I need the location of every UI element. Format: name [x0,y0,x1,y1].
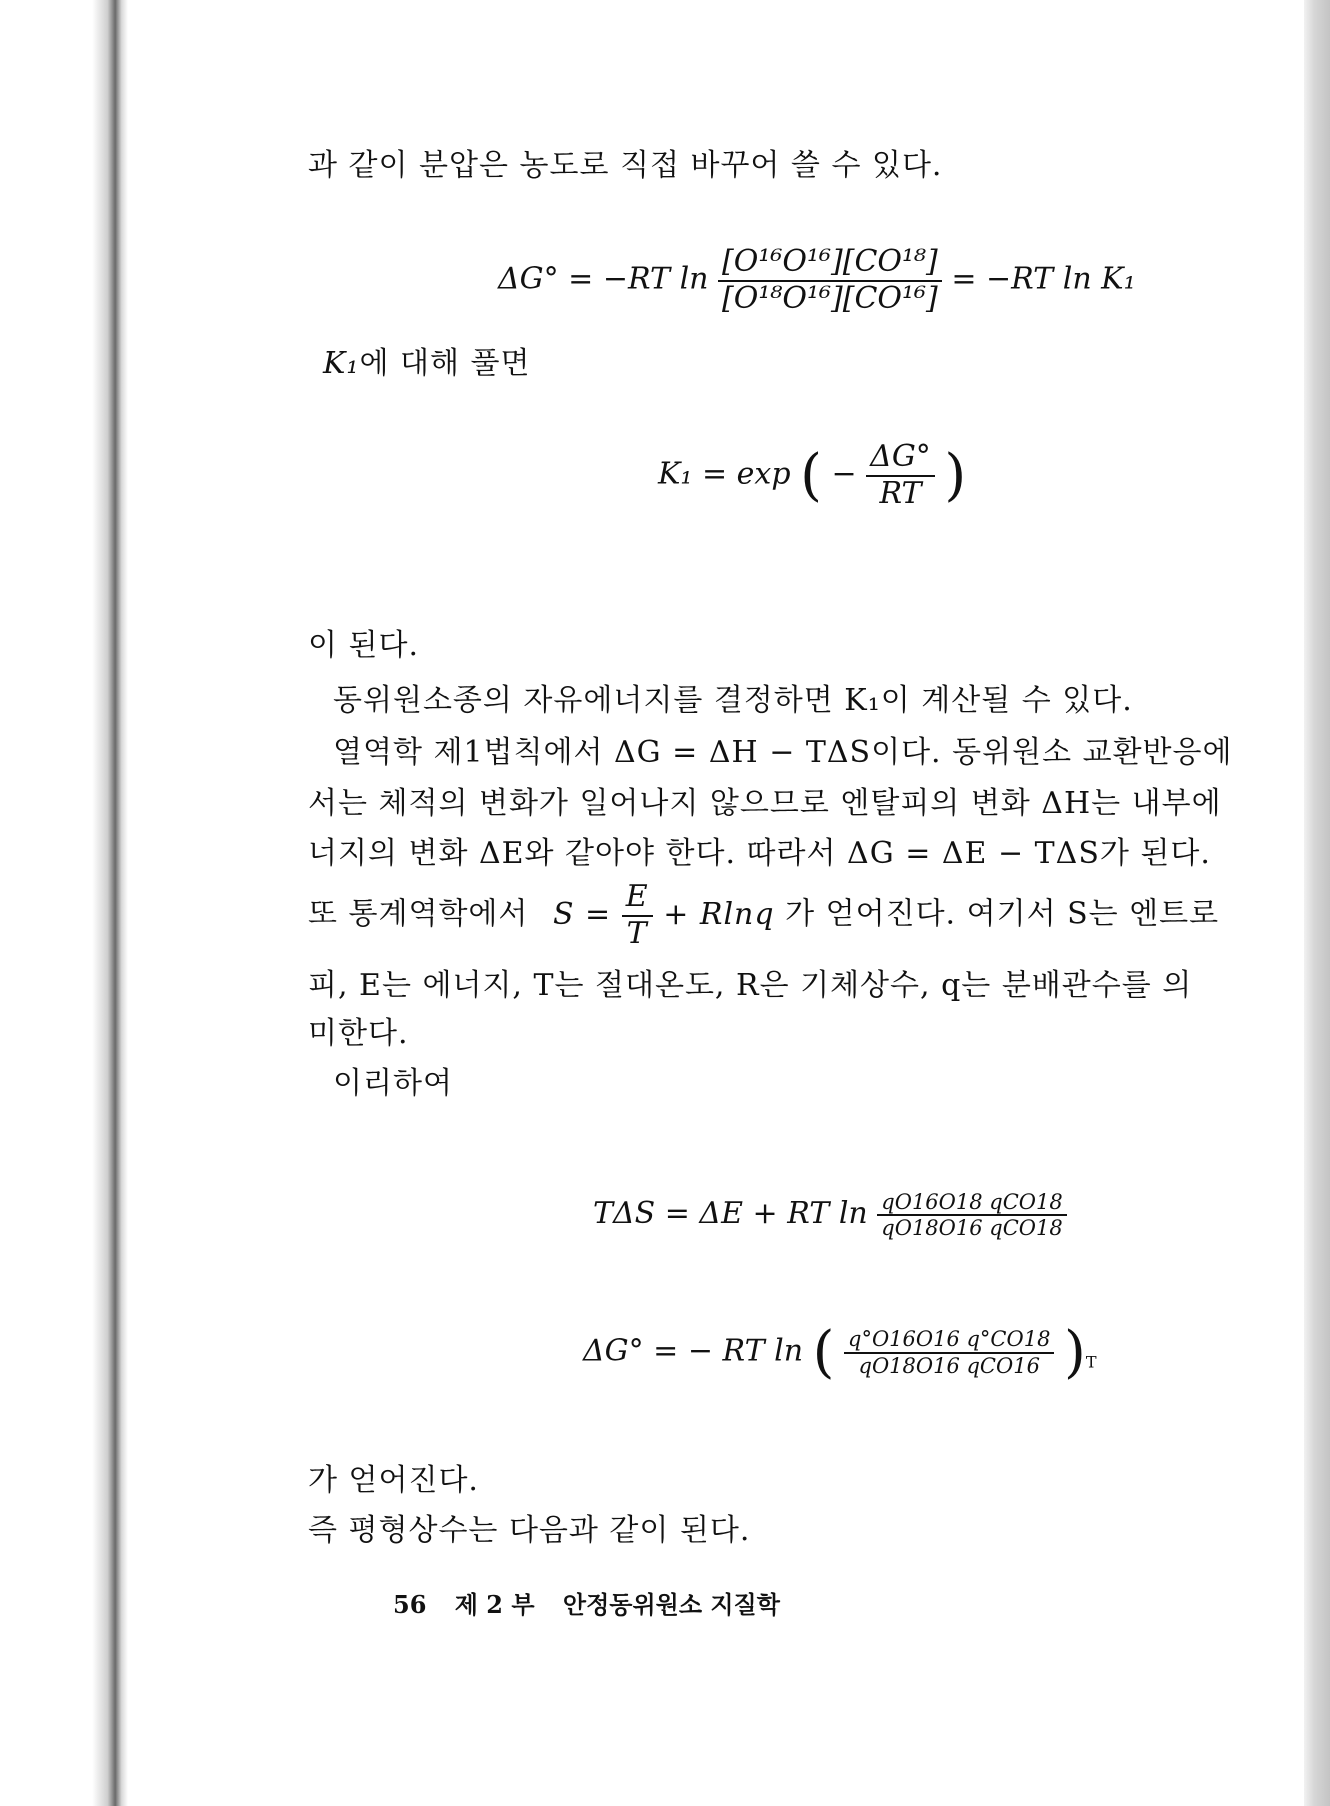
text-line-8-rest: 가 얻어진다. 여기서 S는 엔트로 [785,896,1220,932]
text-line-3: 이 된다. [308,628,420,663]
entropy-tail: + Rlnq [663,896,775,932]
eq1-fraction [718,245,942,316]
eq3-lhs: TΔS = ΔE + RT ln [593,1196,868,1232]
eq2-right-paren: ) [944,443,967,508]
eq3-fraction [877,1190,1066,1240]
equation-1 [498,245,1136,316]
page-footer [393,1585,780,1620]
page-number: 56 [393,1590,427,1619]
eq4-left-paren: ( [812,1320,835,1385]
eq3-denominator: qO18O16 qCO18 [881,1216,1063,1241]
eq4-lhs: ΔG° = − RT ln [583,1333,804,1369]
entropy-fraction [622,880,653,951]
eq2-left-paren: ( [800,443,822,508]
entropy-denominator: T [626,915,648,951]
entropy-lhs: S = [552,896,612,932]
eq4-right-paren: ) [1064,1320,1086,1385]
text-line-12: 가 얻어진다. [308,1463,479,1498]
eq4-fraction [844,1327,1054,1377]
book-spine-shadow [0,0,128,1806]
entropy-equation [552,879,785,951]
footer-part: 제 2 부 [454,1590,535,1619]
text-line-4: 동위원소종의 자유에너지를 결정하면 K₁이 계산될 수 있다. [333,683,1133,718]
equation-2 [658,440,966,511]
eq4-subscript: T [1085,1352,1097,1372]
text-line-10: 미한다. [308,1016,409,1051]
text-line-1: 과 같이 분압은 농도로 직접 바꾸어 쓸 수 있다. [308,148,943,183]
text-line-9: 피, E는 에너지, T는 절대온도, R은 기체상수, q는 분배관수를 의 [308,968,1193,1003]
eq1-numerator: [O¹⁶O¹⁶][CO¹⁸] [718,245,942,282]
text-line-7: 너지의 변화 ΔE와 같아야 한다. 따라서 ΔG = ΔE − TΔS가 된다. [308,836,1211,871]
text-line-6: 서는 체적의 변화가 일어나지 않으므로 엔탈피의 변화 ΔH는 내부에 [308,786,1222,821]
text-line-8-prefix: 또 통계역학에서 [308,896,529,932]
eq1-rhs: = −RT ln K₁ [951,261,1136,297]
eq4-denominator: qO18O16 qCO16 [858,1353,1040,1378]
eq1-lhs: ΔG° = −RT ln [498,261,709,297]
page-edge-shadow [1304,0,1330,1806]
text-line-2-rest: 에 대해 풀면 [359,346,531,381]
eq4-numerator: q°O16O16 q°CO18 [844,1327,1054,1353]
eq2-minus: − [831,456,857,492]
text-line-13: 즉 평형상수는 다음과 같이 된다. [308,1513,751,1548]
footer-title: 안정동위원소 지질학 [562,1590,780,1619]
equation-4 [583,1320,1097,1385]
eq3-numerator: qO16O18 qCO18 [877,1190,1066,1216]
eq2-denominator: RT [879,475,922,511]
text-line-8 [308,880,1219,951]
book-page [128,0,1304,1806]
eq1-denominator: [O¹⁸O¹⁶][CO¹⁶] [722,280,938,316]
k1-symbol: K₁ [323,346,360,381]
eq2-numerator: ΔG° [866,440,935,477]
eq2-lhs: K₁ = exp [658,456,791,492]
eq2-fraction [866,440,935,511]
entropy-numerator: E [622,880,653,917]
text-line-11: 이리하여 [333,1066,453,1101]
equation-3 [593,1190,1067,1240]
text-line-2 [323,338,530,382]
text-line-5: 열역학 제1법칙에서 ΔG = ΔH − TΔS이다. 동위원소 교환반응에 [333,735,1233,770]
